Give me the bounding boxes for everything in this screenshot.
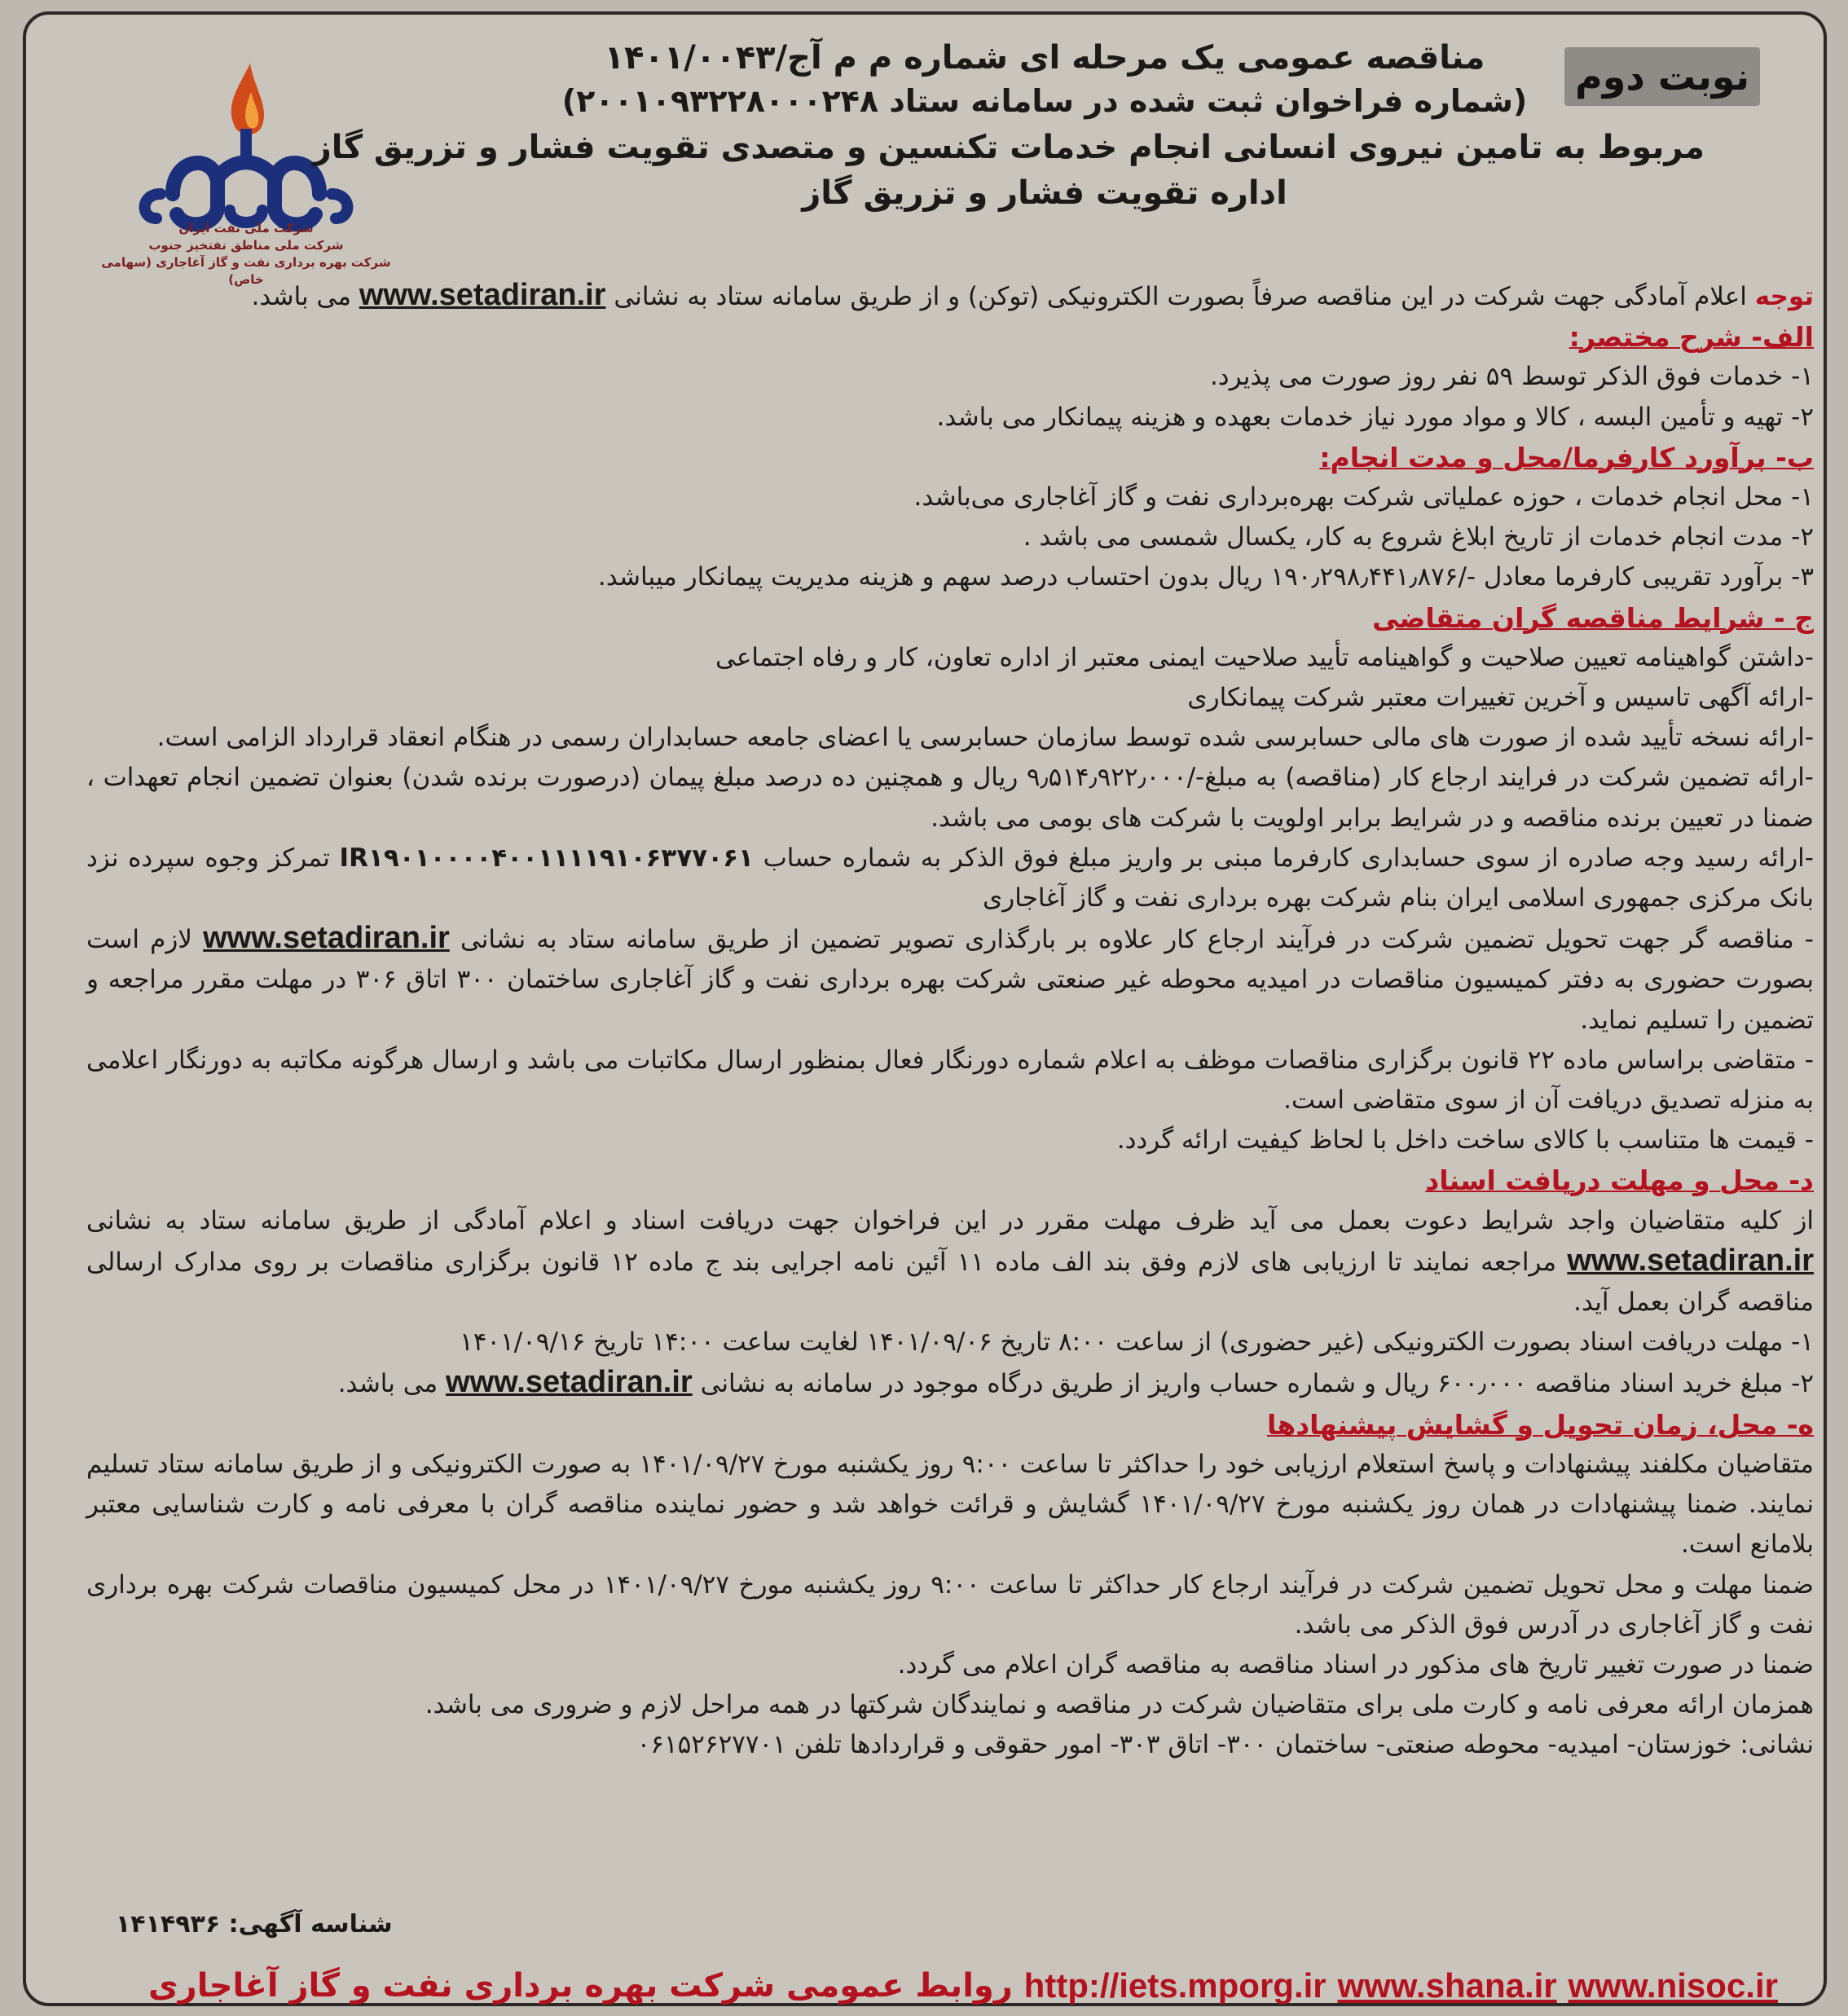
section-e-paragraph: متقاضیان مکلفند پیشنهادات و پاسخ استعلام ارزیابی خود را حداکثر تا ساعت ۹:۰۰ روز یکشنبه مورخ ۱۴۰۱/۰۹/۲۷ به صورت الکترونیکی و از طریق سامانه ستاد تسلیم نمایند. ضمنا پیشنهادات در همان روز یکشنبه مورخ ۱۴۰۱/۰۹/۲۷ گشایش و قرائت خواهد شد و حضور نماینده مناقصه گران با معرفی نامه و کارت شناسایی معتبر بلامانع است. [86,1449,1814,1560]
section-d-item: ۱- مهلت دریافت اسناد بصورت الکترونیکی (غیر حضوری) از ساعت ۸:۰۰ تاریخ ۱۴۰۱/۰۹/۰۶ لغایت ساعت ۱۴:۰۰ تاریخ ۱۴۰۱/۰۹/۱۶ [460,1327,1814,1358]
logo-caption-line: شرکت ملی نفت ایران [178,221,314,235]
setadiran-link[interactable]: www.setadiran.ir [446,1365,693,1400]
fee-text: می باشد. [337,1369,438,1399]
attention-text: اعلام آمادگی جهت شرکت در این مناقصه صرفاً بصورت الکترونیکی (توکن) و از طریق سامانه ستاد به نشانی [614,282,1747,311]
section-b-item: ۳- برآورد تقریبی کارفرما معادل -/۱۹۰٫۲۹۸٫۴۴۱٫۸۷۶ ریال بدون احتساب درصد سهم و هزینه مدیریت پیمانکار میباشد. [597,562,1814,592]
section-a-item: ۱- خدمات فوق الذکر توسط ۵۹ نفر روز صورت می پذیرد. [1209,362,1814,392]
round-badge: نوبت دوم [1564,47,1760,106]
setadiran-link[interactable]: www.setadiran.ir [1567,1243,1814,1278]
attention-note [86,275,1814,317]
section-c-item: - متقاضی براساس ماده ۲۲ قانون برگزاری مناقصات موظف به اعلام شماره دورنگار فعال بمنظور ارسال مکاتبات می باشد و ارسال هرگونه مکاتبه به دورنگار اعلامی به منزله تصدیق دریافت آن از سوی متقاضی است. [86,1045,1814,1116]
logo-caption-line: شرکت ملی مناطق نفتخیز جنوب [148,238,344,253]
section-e-address: نشانی: خوزستان- امیدیه- محوطه صنعتی- ساختمان ۳۰۰- اتاق ۳۰۳- امور حقوقی و قراردادها تلفن ۰۶۱۵۲۶۲۷۷۰۱ [636,1730,1814,1760]
attention-end: می باشد. [251,282,351,311]
section-e-paragraph: ضمنا مهلت و محل تحویل تضمین شرکت در فرآیند ارجاع کار حداکثر تا ساعت ۹:۰۰ روز یکشنبه مورخ ۱۴۰۱/۰۹/۲۷ در محل کمیسیون مناقصات شرکت بهره برداری نفت و گاز آغاجاری در آدرس فوق الذکر می باشد. [86,1569,1814,1640]
guarantee-text: - مناقصه گر جهت تحویل تضمین شرکت در فرآیند ارجاع کار علاوه بر بارگذاری تصویر تضمین از طریق سامانه ستاد به نشانی [460,925,1814,955]
notice-page [23,11,1827,2006]
setadiran-link[interactable]: www.setadiran.ir [359,278,606,312]
footer-org-name: روابط عمومی شرکت بهره برداری نفت و گاز آغاجاری [148,1967,1013,2005]
department-name: اداره تقویت فشار و تزریق گاز [802,174,1287,212]
section-e-title: ه- محل، زمان تحویل و گشایش پیشنهادها [1266,1408,1814,1441]
section-c-item: -ارائه نسخه تأیید شده از صورت های مالی حسابرسی شده توسط سازمان حسابرسی یا اعضای جامعه حسابداران رسمی در هنگام انعقاد قرارداد الزامی است. [156,723,1814,753]
guarantee-text: لازم است بصورت حضوری به دفتر کمیسیون مناقصات در امیدیه محوطه غیر صنعتی شرکت بهره برداری نفت و گاز آغاجاری ساختمان ۳۰۰ اتاق ۳۰۶ در مهلت مقرر مراجعه و تضمین را تسلیم نماید. [86,925,1814,1035]
attention-label: توجه [1754,282,1814,311]
ad-id: شناسه آگهی: ۱۴۱۴۹۳۶ [116,1910,393,1939]
section-c-item: -ارائه تضمین شرکت در فرایند ارجاع کار (مناقصه) به مبلغ-/۹٫۵۱۴٫۹۲۲٫۰۰۰ ریال و همچنین ده درصد مبلغ پیمان (درصورت برنده شدن) بعنوان تضمین انجام تعهدات ، ضمنا در تعیین برنده مناقصه و در شرایط برابر اولویت با شرکت های بومی می باشد. [86,763,1814,833]
account-number: IR۱۹۰۱۰۰۰۰۴۰۰۱۱۱۱۹۱۰۶۳۷۷۰۶۱ [339,843,754,873]
section-d-title: د- محل و مهلت دریافت اسناد [1425,1164,1814,1197]
section-c-receipt [86,839,1814,918]
section-d-intro [86,1201,1814,1323]
notice-body [86,275,1814,1766]
receipt-text: -ارائه رسید وجه صادره از سوی حسابداری کارفرما مبنی بر واریز مبلغ فوق الذکر به شماره حساب [763,843,1814,873]
section-c-item: -ارائه آگهی تاسیس و آخرین تغییرات معتبر شرکت پیمانکاری [1187,683,1814,713]
section-c-guarantee [86,918,1814,1041]
tender-title: مناقصه عمومی یک مرحله ای شماره م م آج/۱۴۰۱/۰۰۴۳ [604,39,1485,77]
section-b-title: ب- برآورد کارفرما/محل و مدت انجام: [1319,441,1814,473]
section-d-item [86,1362,1814,1404]
footer-link-nisoc[interactable]: www.nisoc.ir [1568,1966,1778,2005]
intro-text: از کلیه متقاضیان واجد شرایط دعوت بعمل می آید ظرف مهلت مقرر در این فراخوان جهت دریافت اسناد و اعلام آمادگی از طریق سامانه ستاد به نشانی [86,1205,1814,1235]
footer [148,1961,1778,2011]
section-a-title: الف- شرح مختصر: [1569,321,1814,354]
fee-text: ۲- مبلغ خرید اسناد مناقصه ۶۰۰٫۰۰۰ ریال و شماره حساب واریز از طریق درگاه موجود در سامانه به نشانی [700,1369,1814,1399]
tender-subject: مربوط به تامین نیروی انسانی انجام خدمات تکنسین و متصدی تقویت فشار و تزریق گاز [312,129,1705,166]
call-number: (شماره فراخوان ثبت شده در سامانه ستاد ۲۰۰۱۰۹۳۲۲۸۰۰۰۲۴۸) [561,83,1528,119]
footer-link-shana[interactable]: www.shana.ir [1337,1966,1557,2005]
setadiran-link[interactable]: www.setadiran.ir [203,921,450,956]
section-e-paragraph: ضمنا در صورت تغییر تاریخ های مذکور در اسناد مناقصه به مناقصه گران اعلام می گردد. [897,1649,1814,1679]
section-b-item: ۱- محل انجام خدمات ، حوزه عملیاتی شرکت بهره‌برداری نفت و گاز آغاجاری می‌باشد. [913,482,1814,513]
receipt-text: تمرکز وجوه سپرده نزد بانک مرکزی جمهوری اسلامی ایران بنام شرکت بهره برداری نفت و گاز آغاجاری [86,843,1814,913]
logo-caption-line: شرکت بهره برداری نفت و گاز آغاجاری (سهامی خاص) [101,255,391,287]
intro-text: مراجعه نمایند تا ارزیابی های لازم وفق بند الف ماده ۱۱ آئین نامه اجرایی بند ج ماده ۱۲ قانون برگزاری مناقصات بر روی مدارک ارسالی مناقصه گران بعمل آید. [86,1247,1814,1318]
footer-link-iets[interactable]: http://iets.mporg.ir [1023,1966,1327,2005]
section-e-paragraph: همزمان ارائه معرفی نامه و کارت ملی برای متقاضیان شرکت در مناقصه و نمایندگان شرکتها در همه مراحل لازم و ضروری می باشد. [425,1690,1814,1720]
section-c-item: - قیمت ها متناسب با کالای ساخت داخل با لحاظ کیفیت ارائه گردد. [1116,1125,1814,1155]
section-b-item: ۲- مدت انجام خدمات از تاریخ ابلاغ شروع به کار، یکسال شمسی می باشد . [1023,522,1814,552]
section-c-title: ج - شرایط مناقصه گران متقاضی [1372,601,1814,634]
section-c-item: -داشتن گواهینامه تعیین صلاحیت و گواهینامه تأیید صلاحیت ایمنی معتبر از اداره تعاون، کار و رفاه اجتماعی [715,642,1814,672]
section-a-item: ۲- تهیه و تأمین البسه ، کالا و مواد مورد نیاز خدمات بعهده و هزینه پیمانکار می باشد. [936,402,1814,432]
